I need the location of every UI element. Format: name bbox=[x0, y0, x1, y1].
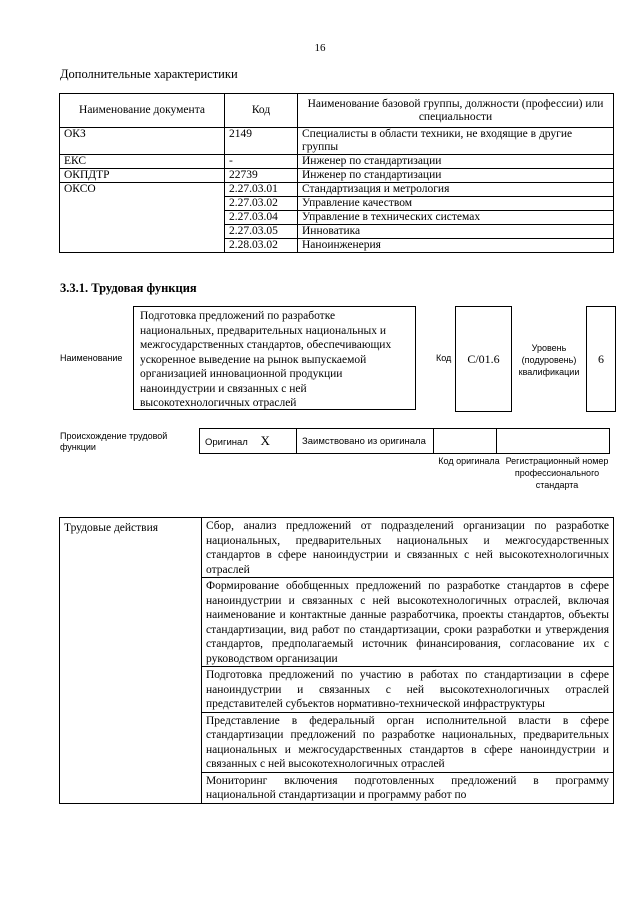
table-header-row bbox=[60, 94, 614, 128]
row-code: 2.27.03.04 bbox=[225, 211, 298, 225]
code-original-caption: Код оригинала bbox=[438, 456, 500, 466]
row-code: 22739 bbox=[225, 169, 298, 183]
borrowed-cell: Заимствовано из оригинала bbox=[297, 429, 434, 454]
function-level: 6 bbox=[586, 306, 616, 412]
header-doc-name: Наименование документа bbox=[60, 94, 225, 128]
original-label: Оригинал bbox=[205, 437, 248, 448]
origin-label: Происхождение трудовой функции bbox=[60, 431, 168, 452]
header-group-name: Наименование базовой группы, должности (профессии) или специальности bbox=[298, 94, 614, 128]
row-code: 2149 bbox=[225, 128, 298, 155]
action-item: Представление в федеральный орган исполнительной власти в сфере стандартизации предложений по разработке национальных, предварительных национальных и межгосударственных стандартов в сфере наноиндустрии и связанных с ней высокотехнологичных отраслей bbox=[202, 712, 614, 772]
row-code: 2.27.03.02 bbox=[225, 197, 298, 211]
row-code: 2.27.03.01 bbox=[225, 183, 298, 197]
reg-number-cell bbox=[497, 429, 610, 454]
row-name: Инженер по стандартизации bbox=[298, 155, 614, 169]
code-label: Код bbox=[436, 353, 452, 363]
row-doc: ОКЗ bbox=[60, 128, 225, 155]
row-doc: ОКПДТР bbox=[60, 169, 225, 183]
origin-table bbox=[199, 428, 610, 454]
name-label: Наименование bbox=[60, 353, 123, 363]
table-row bbox=[60, 169, 614, 183]
table-row bbox=[60, 183, 614, 197]
actions-label: Трудовые действия bbox=[60, 518, 202, 804]
row-name: Инноватика bbox=[298, 225, 614, 239]
row-name: Управление в технических системах bbox=[298, 211, 614, 225]
row-name: Управление качеством bbox=[298, 197, 614, 211]
table-row bbox=[60, 128, 614, 155]
row-code: 2.28.03.02 bbox=[225, 239, 298, 253]
row-name: Специалисты в области техники, не входящие в другие группы bbox=[298, 128, 614, 155]
code-original-cell bbox=[434, 429, 497, 454]
header-code: Код bbox=[225, 94, 298, 128]
action-item: Сбор, анализ предложений от подразделений организации по разработке национальных, предварительных национальных и межгосударственных стандартов в сфере наноиндустрии и связанных с ней высокотехнологичных отраслей bbox=[202, 518, 614, 578]
action-item: Подготовка предложений по участию в работах по стандартизации в сфере наноиндустрии и связанных с ней высокотехнологичных отраслей представителей субъектов нормативно-технической инфраструктуры bbox=[202, 667, 614, 713]
page-number: 16 bbox=[314, 42, 326, 54]
function-code: С/01.6 bbox=[455, 306, 512, 412]
reg-number-caption: Регистрационный номер профессионального стандарта bbox=[505, 456, 609, 490]
row-name: Стандартизация и метрология bbox=[298, 183, 614, 197]
table-row bbox=[60, 155, 614, 169]
row-name: Наноинженерия bbox=[298, 239, 614, 253]
classification-table bbox=[59, 93, 614, 253]
action-item: Мониторинг включения подготовленных предложений в программу национальной стандартизации и программу работ по bbox=[202, 772, 614, 803]
section-title: 3.3.1. Трудовая функция bbox=[60, 281, 197, 295]
original-mark: X bbox=[260, 433, 270, 448]
level-label: Уровень (подуровень) квалификации bbox=[518, 343, 580, 377]
function-name: Подготовка предложений по разработке национальных, предварительных национальных и межгосударственных стандартов, обеспечивающих ускоренное выведение на рынок выпускаемой организацией инновационной продукции наноиндустрии и связанных с ней высокотехнологичных отраслей bbox=[133, 306, 416, 410]
row-doc: ОКСО bbox=[60, 183, 225, 253]
row-name: Инженер по стандартизации bbox=[298, 169, 614, 183]
additional-characteristics-heading: Дополнительные характеристики bbox=[60, 67, 238, 81]
table-row bbox=[60, 518, 614, 578]
actions-table bbox=[59, 517, 614, 804]
action-item: Формирование обобщенных предложений по разработке стандартов в сфере наноиндустрии и связанных с ней высокотехнологичных отраслей, включая наименование и контактные данные разработчика, проекты стандартов, объекты стандартизации, вид работ по стандартизации, сроки разработки и утверждения стандартов, предполагаемый источник финансирования, согласование их с руководством организации bbox=[202, 578, 614, 667]
original-cell bbox=[200, 429, 297, 454]
row-code: 2.27.03.05 bbox=[225, 225, 298, 239]
row-doc: ЕКС bbox=[60, 155, 225, 169]
row-code: - bbox=[225, 155, 298, 169]
